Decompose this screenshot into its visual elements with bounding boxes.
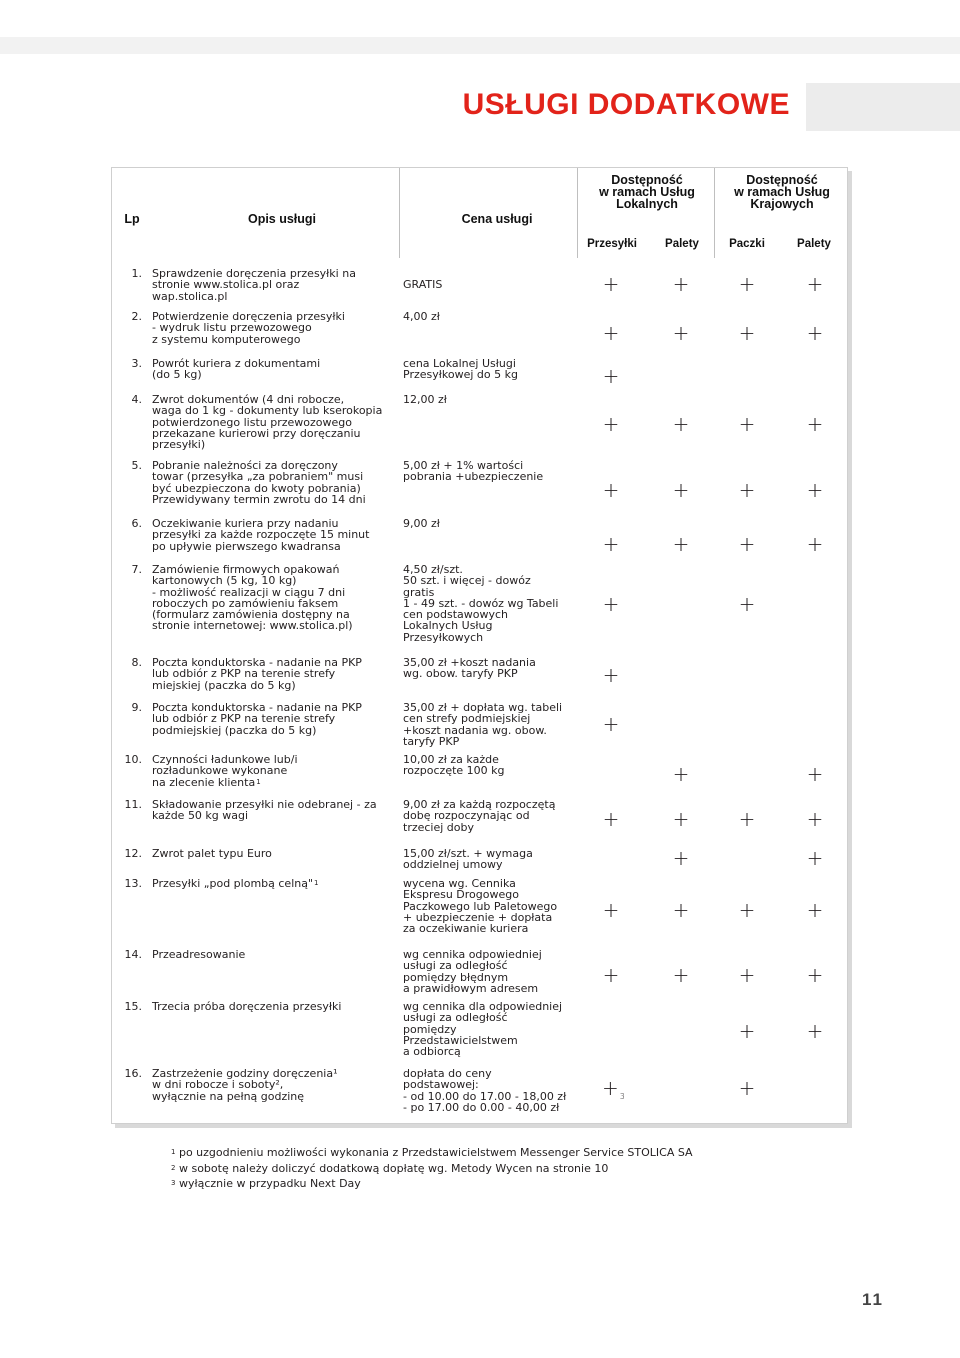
- row-price: cena Lokalnej Usługi Przesyłkowej do 5 kg: [403, 357, 518, 382]
- availability-plus-icon: [602, 480, 620, 500]
- header-sub-przesylki: Przesyłki: [587, 238, 637, 250]
- row-price: dopłata do ceny podstawowej: - od 10.00 do 17.00 - 18,00 zł - po 17.00 do 0.00 - 40,00 zł: [403, 1067, 567, 1114]
- availability-plus-icon: [602, 274, 620, 294]
- availability-plus-icon: [738, 1078, 756, 1098]
- row-number: 12.: [124, 847, 142, 860]
- row-price: 4,00 zł: [403, 310, 440, 323]
- plus-symbol: +: [738, 1019, 756, 1043]
- row-description: [152, 358, 404, 381]
- footnote-mark: 3: [619, 1092, 625, 1101]
- plus-symbol: +: [738, 478, 756, 502]
- row-description-text: Zwrot palet typu Euro: [152, 847, 272, 860]
- plus-symbol: +: [602, 532, 620, 556]
- row-description: [152, 268, 404, 302]
- availability-plus-icon: [806, 900, 824, 920]
- header-cena: Cena usługi: [461, 212, 533, 226]
- header-krajowe: Dostępność w ramach Usług Krajowych: [734, 173, 830, 211]
- row-number: 8.: [131, 656, 142, 669]
- availability-plus-icon: [738, 809, 756, 829]
- availability-plus-icon: [806, 764, 824, 784]
- availability-plus-icon: [602, 965, 620, 985]
- plus-symbol: +: [806, 412, 824, 436]
- availability-plus-icon: [806, 809, 824, 829]
- row-description-text: Trzecia próba doręczenia przesyłki: [152, 1000, 342, 1013]
- row-description: [152, 460, 404, 505]
- row-number: 1.: [131, 267, 142, 280]
- row-description-text: Sprawdzenie doręczenia przesyłki na stronie www.stolica.pl oraz wap.stolica.pl: [152, 267, 356, 303]
- availability-plus-icon: [672, 274, 690, 294]
- row-number: 16.: [124, 1067, 142, 1080]
- availability-plus-icon: [602, 323, 620, 343]
- row-description-text: Zwrot dokumentów (4 dni robocze, waga do 1 kg - dokumenty lub kserokopia potwierdzonego listu przewozowego przekazane kurierowi przy doręczaniu przesyłki): [152, 393, 383, 452]
- top-decor-bar: [0, 37, 960, 54]
- availability-plus-icon: [602, 714, 620, 734]
- row-description-text: Przesyłki „pod plombą celną": [152, 877, 314, 890]
- row-description-text: Zastrzeżenie godziny doręczenia¹ w dni robocze i soboty², wyłącznie na pełną godzinę: [152, 1067, 338, 1103]
- plus-symbol: +: [672, 272, 690, 296]
- plus-symbol: +: [738, 898, 756, 922]
- plus-symbol: +: [806, 1019, 824, 1043]
- footnote-3: 3 wyłącznie w przypadku Next Day: [171, 1177, 361, 1190]
- row-price: 10,00 zł za każde rozpoczęte 100 kg: [403, 753, 505, 778]
- availability-plus-icon: [806, 274, 824, 294]
- row-number: 6.: [131, 517, 142, 530]
- plus-symbol: +: [738, 412, 756, 436]
- plus-symbol: +: [738, 321, 756, 345]
- row-description-text: Powrót kuriera z dokumentami (do 5 kg): [152, 357, 321, 382]
- plus-symbol: +: [672, 762, 690, 786]
- header-divider: [399, 168, 400, 258]
- footnote-2: 2 w sobotę należy doliczyć dodatkową dopłatę wg. Metody Wycen na stronie 10: [171, 1161, 609, 1175]
- row-number: 13.: [124, 877, 142, 890]
- plus-symbol: +: [806, 321, 824, 345]
- availability-plus-icon: [602, 366, 620, 386]
- plus-symbol: +: [738, 272, 756, 296]
- row-price: 12,00 zł: [403, 393, 447, 406]
- availability-plus-icon: [672, 480, 690, 500]
- header-opis: Opis usługi: [247, 212, 317, 226]
- row-description-text: Pobranie należności za doręczony towar (przesyłka „za pobraniem" musi być ubezpieczona do kwoty pobrania) Przewidywany termin zwrotu do 14 dni: [152, 459, 366, 506]
- plus-symbol: +: [806, 963, 824, 987]
- plus-symbol: +: [806, 846, 824, 870]
- row-number: 5.: [131, 459, 142, 472]
- page-title: USŁUGI DODATKOWE: [462, 88, 790, 121]
- availability-plus-icon: [602, 414, 620, 434]
- header-lokalne: Dostępność w ramach Usług Lokalnych: [599, 173, 695, 211]
- plus-symbol: +: [602, 712, 620, 736]
- availability-plus-icon: [738, 594, 756, 614]
- plus-symbol: +: [602, 272, 620, 296]
- footnotes: [170, 1146, 693, 1193]
- row-description: [152, 518, 404, 552]
- header-lp: Lp: [124, 212, 140, 226]
- header-divider: [577, 168, 578, 258]
- row-description: [152, 949, 404, 960]
- row-description: [152, 702, 404, 736]
- plus-symbol: +: [738, 1076, 756, 1100]
- availability-plus-icon: [738, 965, 756, 985]
- footnote-mark: 1: [314, 879, 319, 887]
- availability-plus-icon: [672, 809, 690, 829]
- row-number: 11.: [124, 798, 142, 811]
- services-table: [111, 167, 848, 1124]
- availability-plus-icon: [738, 414, 756, 434]
- title-decor-bar: [806, 83, 960, 131]
- row-number: 3.: [131, 357, 142, 370]
- row-description: [152, 1068, 404, 1102]
- row-description-text: Potwierdzenie doręczenia przesyłki - wydruk listu przewozowego z systemu komputerowego: [152, 310, 345, 346]
- footnote-mark: 1: [256, 777, 261, 786]
- row-number: 2.: [131, 310, 142, 323]
- row-description: [152, 754, 404, 790]
- availability-plus-icon: [672, 414, 690, 434]
- availability-plus-icon: [602, 1076, 625, 1103]
- row-description: [152, 311, 404, 345]
- availability-plus-icon: [738, 323, 756, 343]
- plus-symbol: +: [602, 412, 620, 436]
- row-price: GRATIS: [403, 278, 443, 292]
- availability-plus-icon: [672, 900, 690, 920]
- plus-symbol: +: [672, 807, 690, 831]
- plus-symbol: +: [806, 762, 824, 786]
- plus-symbol: +: [806, 532, 824, 556]
- plus-symbol: +: [806, 898, 824, 922]
- row-number: 15.: [124, 1000, 142, 1013]
- row-price: wg cennika odpowiedniej usługi za odległość pomiędzy błędnym a prawidłowym adresem: [403, 948, 542, 995]
- plus-symbol: +: [602, 592, 620, 616]
- row-number: 14.: [124, 948, 142, 961]
- availability-plus-icon: [806, 1021, 824, 1041]
- availability-plus-icon: [806, 965, 824, 985]
- row-price: wycena wg. Cennika Ekspresu Drogowego Paczkowego lub Paletowego + ubezpieczenie + dopłata za oczekiwanie kuriera: [403, 877, 558, 936]
- availability-plus-icon: [672, 764, 690, 784]
- row-number: 9.: [131, 701, 142, 714]
- plus-symbol: +: [602, 478, 620, 502]
- row-price: 15,00 zł/szt. + wymaga oddzielnej umowy: [403, 847, 533, 872]
- row-description: [152, 564, 404, 632]
- row-price: 9,00 zł za każdą rozpoczętą dobę rozpoczynając od trzeciej doby: [403, 798, 556, 834]
- availability-plus-icon: [602, 594, 620, 614]
- availability-plus-icon: [738, 1021, 756, 1041]
- availability-plus-icon: [602, 809, 620, 829]
- availability-plus-icon: [806, 323, 824, 343]
- plus-symbol: +: [602, 321, 620, 345]
- row-description-text: Czynności ładunkowe lub/i rozładunkowe wykonane na zlecenie klienta: [152, 753, 298, 789]
- availability-plus-icon: [602, 534, 620, 554]
- row-price: 35,00 zł +koszt nadania wg. obow. taryfy PKP: [403, 656, 536, 681]
- plus-symbol: +: [738, 807, 756, 831]
- availability-plus-icon: [806, 480, 824, 500]
- row-description: [152, 394, 404, 450]
- row-description: [152, 1001, 404, 1012]
- plus-symbol: +: [738, 963, 756, 987]
- availability-plus-icon: [738, 900, 756, 920]
- plus-symbol: +: [602, 364, 620, 388]
- row-description: [152, 799, 404, 822]
- row-description-text: Zamówienie firmowych opakowań kartonowych (5 kg, 10 kg) - możliwość realizacji w ciągu 7 dni roboczych po zamówieniu faksem (formularz zamówienia dostępny na stronie internetowej: www.stolica.pl): [152, 563, 353, 633]
- availability-plus-icon: [806, 848, 824, 868]
- availability-plus-icon: [602, 665, 620, 685]
- availability-plus-icon: [672, 534, 690, 554]
- header-sub-palety-lokalne: Palety: [665, 238, 699, 250]
- row-description-text: Poczta konduktorska - nadanie na PKP lub odbiór z PKP na terenie strefy podmiejskiej (paczka do 5 kg): [152, 701, 362, 737]
- plus-symbol: +: [602, 963, 620, 987]
- plus-symbol: +: [672, 412, 690, 436]
- row-price: 4,50 zł/szt. 50 szt. i więcej - dowóz gratis 1 - 49 szt. - dowóz wg Tabeli cen podstawowych Lokalnych Usług Przesyłkowych: [403, 563, 559, 644]
- availability-plus-icon: [738, 534, 756, 554]
- availability-plus-icon: [672, 323, 690, 343]
- availability-plus-icon: [806, 414, 824, 434]
- plus-symbol: +: [806, 272, 824, 296]
- row-description: [152, 848, 404, 859]
- row-description-text: Poczta konduktorska - nadanie na PKP lub odbiór z PKP na terenie strefy miejskiej (paczka do 5 kg): [152, 656, 362, 692]
- row-price: 5,00 zł + 1% wartości pobrania +ubezpieczenie: [403, 459, 544, 484]
- row-description: [152, 657, 404, 691]
- plus-symbol: +: [672, 898, 690, 922]
- row-number: 7.: [131, 563, 142, 576]
- page-number: 11: [862, 1290, 884, 1309]
- availability-plus-icon: [602, 900, 620, 920]
- plus-symbol: +: [602, 898, 620, 922]
- row-price: wg cennika dla odpowiedniej usługi za odległość pomiędzy Przedstawicielstwem a odbiorcą: [403, 1000, 563, 1059]
- row-description: [152, 878, 404, 891]
- row-description-text: Składowanie przesyłki nie odebranej - za każde 50 kg wagi: [152, 798, 377, 823]
- header-sub-palety-krajowe: Palety: [797, 238, 831, 250]
- row-description-text: Oczekiwanie kuriera przy nadaniu przesyłki za każde rozpoczęte 15 minut po upływie pierwszego kwadransa: [152, 517, 370, 553]
- availability-plus-icon: [738, 480, 756, 500]
- availability-plus-icon: [738, 274, 756, 294]
- plus-symbol: +: [738, 532, 756, 556]
- plus-symbol: +: [806, 807, 824, 831]
- row-price: 9,00 zł: [403, 517, 440, 530]
- footnote-1: 1 po uzgodnieniu możliwości wykonania z Przedstawicielstwem Messenger Service STOLICA SA: [171, 1146, 693, 1159]
- row-price: 35,00 zł + dopłata wg. tabeli cen strefy podmiejskiej +koszt nadania wg. obow. taryfy PKP: [403, 701, 563, 748]
- row-description-text: Przeadresowanie: [152, 948, 246, 961]
- plus-symbol: +: [672, 478, 690, 502]
- availability-plus-icon: [672, 848, 690, 868]
- row-number: 10.: [124, 753, 142, 766]
- availability-plus-icon: [672, 965, 690, 985]
- plus-symbol: +: [602, 663, 620, 687]
- header-sub-paczki: Paczki: [729, 238, 765, 250]
- plus-symbol: +: [672, 963, 690, 987]
- availability-plus-icon: [806, 534, 824, 554]
- plus-symbol: +: [672, 321, 690, 345]
- plus-symbol: +: [738, 592, 756, 616]
- plus-symbol: +: [602, 807, 620, 831]
- row-number: 4.: [131, 393, 142, 406]
- plus-symbol: +: [672, 846, 690, 870]
- plus-symbol: +: [672, 532, 690, 556]
- header-divider: [714, 168, 715, 258]
- plus-symbol: +: [602, 1076, 619, 1100]
- plus-symbol: +: [806, 478, 824, 502]
